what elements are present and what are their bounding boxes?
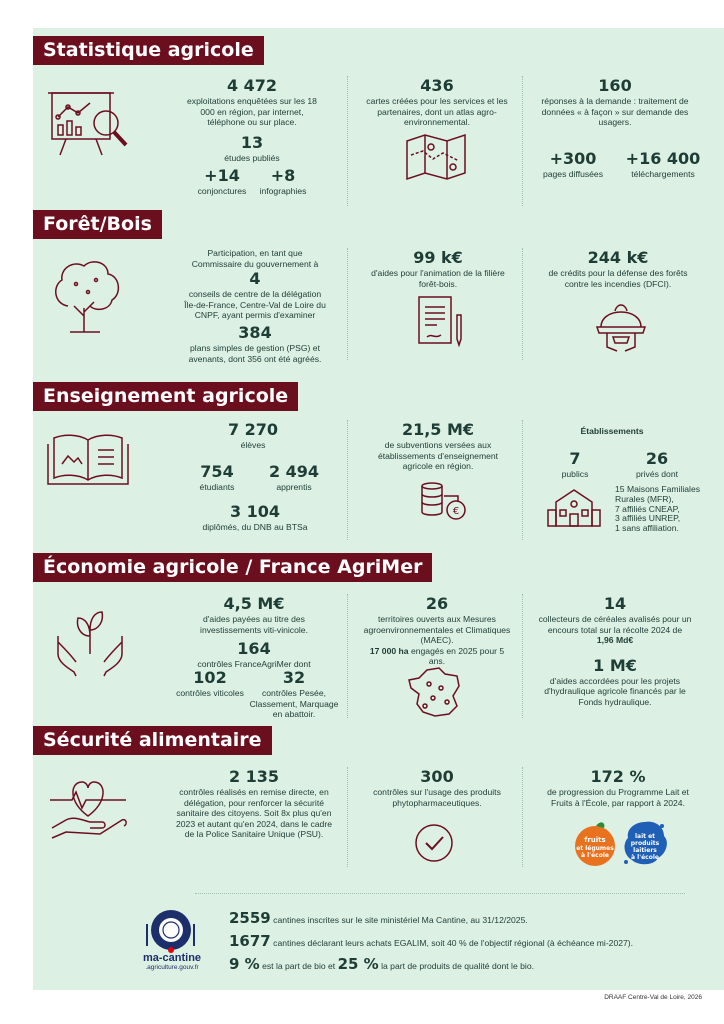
- eco-col-1: [188, 594, 320, 670]
- stat-value: 1 M€: [593, 655, 637, 675]
- stat-text: plans simples de gestion (PSG) et avenants, dont 356 ont été agréés.: [188, 342, 322, 364]
- stat-value: 4 472: [226, 76, 278, 95]
- firefighter-helmet-icon: [593, 293, 649, 355]
- checkmark-circle-icon: [413, 822, 455, 864]
- section-title-economie: Économie agricole / France AgriMer: [33, 553, 432, 582]
- svg-text:à l'école: à l'école: [581, 852, 609, 859]
- fruits-legumes-ecole-logo: [572, 820, 618, 868]
- divider: [347, 420, 348, 540]
- stat-text: est la part de bio et: [262, 961, 336, 971]
- stat-value: 17 000 ha: [369, 645, 409, 656]
- stat-text: diplômés, du DNB au BTSa: [202, 522, 308, 532]
- ma-cantine-row: [229, 909, 528, 927]
- document-pen-icon: [415, 293, 467, 351]
- ens-col-2: [368, 420, 508, 472]
- stat-value: 164: [237, 639, 271, 659]
- divider: [347, 594, 348, 718]
- stat-col-3: [535, 76, 695, 128]
- stat-text: apprentis: [276, 482, 312, 492]
- ens-pair-left: [188, 462, 246, 493]
- stat-value: 436: [420, 76, 454, 95]
- stat-text: publics: [561, 469, 589, 479]
- section-title-enseignement: Enseignement agricole: [33, 382, 298, 411]
- stat-value: 13: [240, 132, 264, 152]
- stat-value: 754: [200, 462, 234, 481]
- stat-text: conseils de centre de la délégation Île-de-France, Centre-Val de Loire du CNPF, ayant permis d'examiner: [184, 289, 326, 321]
- eco-pair-left: [170, 668, 250, 699]
- stat-value: 21,5 M€: [401, 420, 475, 439]
- tree-icon: [48, 256, 126, 336]
- hands-sprout-icon: [50, 606, 130, 678]
- stat-value: 2 494: [268, 462, 320, 481]
- divider: [522, 420, 523, 540]
- stat-text: contrôles sur l'usage des produits phytopharmaceutiques.: [373, 787, 501, 808]
- svg-text:€: €: [452, 506, 460, 517]
- stat-value: 172 %: [590, 767, 646, 786]
- divider: [347, 767, 348, 867]
- footer-credit: DRAAF Centre-Val de Loire, 2026: [604, 994, 702, 1001]
- stat-text: contrôles FranceAgriMer dont: [197, 659, 311, 670]
- list-item: 1 sans affiliation.: [615, 523, 679, 534]
- ens-pair-right: [262, 462, 326, 493]
- stat-text: cantines déclarant leurs achats EGALIM, soit 40 % de l'objectif régional (à échéance mi-2027).: [273, 938, 634, 948]
- svg-text:laitiers: laitiers: [633, 847, 657, 854]
- lait-produits-laitiers-ecole-logo: [620, 818, 670, 868]
- list-item: 15 Maisons Familiales: [615, 484, 701, 494]
- svg-text:fruits: fruits: [584, 836, 606, 844]
- coins-icon: [418, 478, 468, 520]
- stat-value: 4: [249, 269, 261, 289]
- eco-col-3: [534, 594, 696, 708]
- divider: [347, 248, 348, 360]
- foret-col-1: [182, 248, 328, 364]
- stat-value: 26: [425, 594, 449, 613]
- stat-text: réponses à la demande : traitement de données « à façon » sur demande des usagers.: [541, 96, 689, 128]
- stat-value: +14: [204, 166, 240, 185]
- stat-pair-right: [251, 166, 315, 197]
- divider: [347, 76, 348, 206]
- stat-value: 32: [282, 668, 306, 687]
- foret-col-2: [368, 248, 508, 289]
- stat-text: études publiés: [224, 152, 280, 163]
- chart-presentation-icon: [46, 83, 132, 161]
- stat-text: la part de produits de qualité dont le bio.: [381, 961, 534, 971]
- svg-text:produits: produits: [630, 840, 660, 847]
- stat-text: cartes créées pour les services et les partenaires, dont un atlas agro-environnemental.: [366, 96, 508, 128]
- stat-text: cantines inscrites sur le site ministériel Ma Cantine, au 31/12/2025.: [273, 915, 528, 925]
- hand-heart-icon: [46, 772, 132, 844]
- svg-text:lait et: lait et: [634, 833, 656, 840]
- list-item: Rurales (MFR),: [615, 493, 674, 504]
- eco-pair-right: [248, 668, 340, 720]
- stat-value: 14: [603, 594, 627, 613]
- ens-etablissements-title: Établissements: [580, 426, 644, 436]
- stat-value: 9 %: [229, 955, 260, 973]
- stat-value: 1677: [229, 932, 271, 950]
- svg-text:et légumes: et légumes: [576, 845, 614, 852]
- stat-text: contrôles Pesée, Classement, Marquage en abattoir.: [249, 688, 339, 720]
- section-title-statistique: Statistique agricole: [33, 36, 264, 65]
- foret-col-3: [540, 248, 696, 289]
- stat-text: élèves: [240, 440, 266, 450]
- stat-value: +8: [270, 166, 296, 185]
- list-item: 7 affiliés CNEAP,: [615, 503, 680, 514]
- stat-text: contrôles viticoles: [176, 688, 244, 698]
- ens-diplomes: [188, 502, 322, 533]
- divider: [522, 767, 523, 867]
- stat-value: 99 k€: [413, 248, 463, 267]
- ens-prives-list: [615, 485, 705, 534]
- stat-col-1: [182, 76, 322, 163]
- section-title-securite: Sécurité alimentaire: [33, 726, 272, 755]
- stat-value: +300: [549, 149, 597, 168]
- ma-cantine-row: [229, 955, 534, 973]
- stat-text: collecteurs de céréales avalisés pour un encours total sur la récolte 2024 de: [538, 614, 692, 635]
- stat-value: 102: [193, 668, 227, 687]
- secu-col-3: [540, 767, 696, 808]
- stat-text: territoires ouverts aux Mesures agroenvironnementales et Climatiques (MAEC).: [363, 614, 511, 646]
- stat-value: 3 104: [229, 502, 281, 521]
- stat-value: 300: [420, 767, 454, 786]
- open-book-icon: [46, 430, 130, 488]
- stat-value: +16 400: [625, 149, 701, 168]
- divider: [522, 248, 523, 360]
- ma-cantine-logo-url: .agriculture.gouv.fr: [145, 964, 199, 971]
- map-icon: [403, 133, 469, 181]
- stat-value: 7 270: [227, 420, 279, 439]
- stat-value: 2 135: [228, 767, 280, 786]
- stat-text: de progression du Programme Lait et Fruits à l'École, par rapport à 2024.: [547, 787, 689, 808]
- stat-value: 160: [598, 76, 632, 95]
- section-title-foret: Forêt/Bois: [33, 210, 162, 239]
- stat-value: 4,5 M€: [223, 594, 285, 613]
- stat-text: d'aides payées au titre des investissements viti-vinicole.: [200, 614, 308, 635]
- ma-cantine-logo-name: ma-cantine: [142, 952, 202, 964]
- stat-value: 244 k€: [587, 248, 649, 267]
- ma-cantine-logo: [142, 910, 200, 954]
- stat-value: 25 %: [337, 955, 379, 973]
- stat-value: 1,96 Md€: [596, 635, 634, 646]
- stat-value: 7: [569, 449, 581, 468]
- stat-col-2: [362, 76, 512, 128]
- stat-text: pages diffusées: [542, 169, 604, 179]
- stat-text: téléchargements: [631, 169, 695, 179]
- ens-prives: [622, 449, 692, 480]
- stat-text: d'aides pour l'animation de la filière forêt-bois.: [371, 268, 505, 289]
- ens-col-1: [192, 420, 314, 451]
- stat-text: privés dont: [635, 469, 679, 479]
- stat-pair-left: [540, 149, 606, 180]
- stat-text: contrôles réalisés en remise directe, en délégation, pour renforcer la sécurité sanitaire des citoyens. Soit 8x plus qu'en 2023 et autant qu'en 2024, dans le cadre de la Police Sanitaire Unique (PSU).: [176, 787, 332, 840]
- stat-pair-left: [190, 166, 254, 197]
- stat-pair-right: [620, 149, 706, 180]
- eco-col-2: [362, 594, 512, 667]
- stat-text: Participation, en tant que Commissaire du gouvernement à: [191, 248, 319, 269]
- stat-text: de crédits pour la défense des forêts contre les incendies (DFCI).: [548, 268, 688, 289]
- stat-text: conjonctures: [197, 186, 247, 196]
- stat-text: de subventions versées aux établissements d'enseignement agricole en région.: [377, 440, 499, 472]
- ens-publics: [550, 449, 600, 480]
- divider: [195, 893, 685, 894]
- stat-text: exploitations enquêtées sur les 18 000 en région, par internet, téléphone ou sur place.: [187, 96, 317, 128]
- school-building-icon: [546, 486, 602, 530]
- ma-cantine-row: [229, 932, 633, 950]
- svg-text:à l'école: à l'école: [631, 854, 659, 861]
- stat-text: infographies: [259, 186, 307, 196]
- stat-text: étudiants: [199, 482, 235, 492]
- stat-value: 26: [645, 449, 669, 468]
- france-map-icon: [405, 666, 465, 720]
- stat-value: 384: [238, 322, 272, 342]
- divider: [522, 76, 523, 206]
- stat-text: engagés en 2025 pour 5 ans.: [410, 645, 505, 667]
- stat-text: d'aides accordées pour les projets d'hydraulique agricole financés par le Fonds hydraulique.: [544, 675, 686, 707]
- divider: [522, 594, 523, 718]
- stat-value: 2559: [229, 909, 271, 927]
- list-item: 3 affiliés UNREP,: [615, 513, 681, 524]
- secu-col-1: [176, 767, 332, 840]
- secu-col-2: [362, 767, 512, 808]
